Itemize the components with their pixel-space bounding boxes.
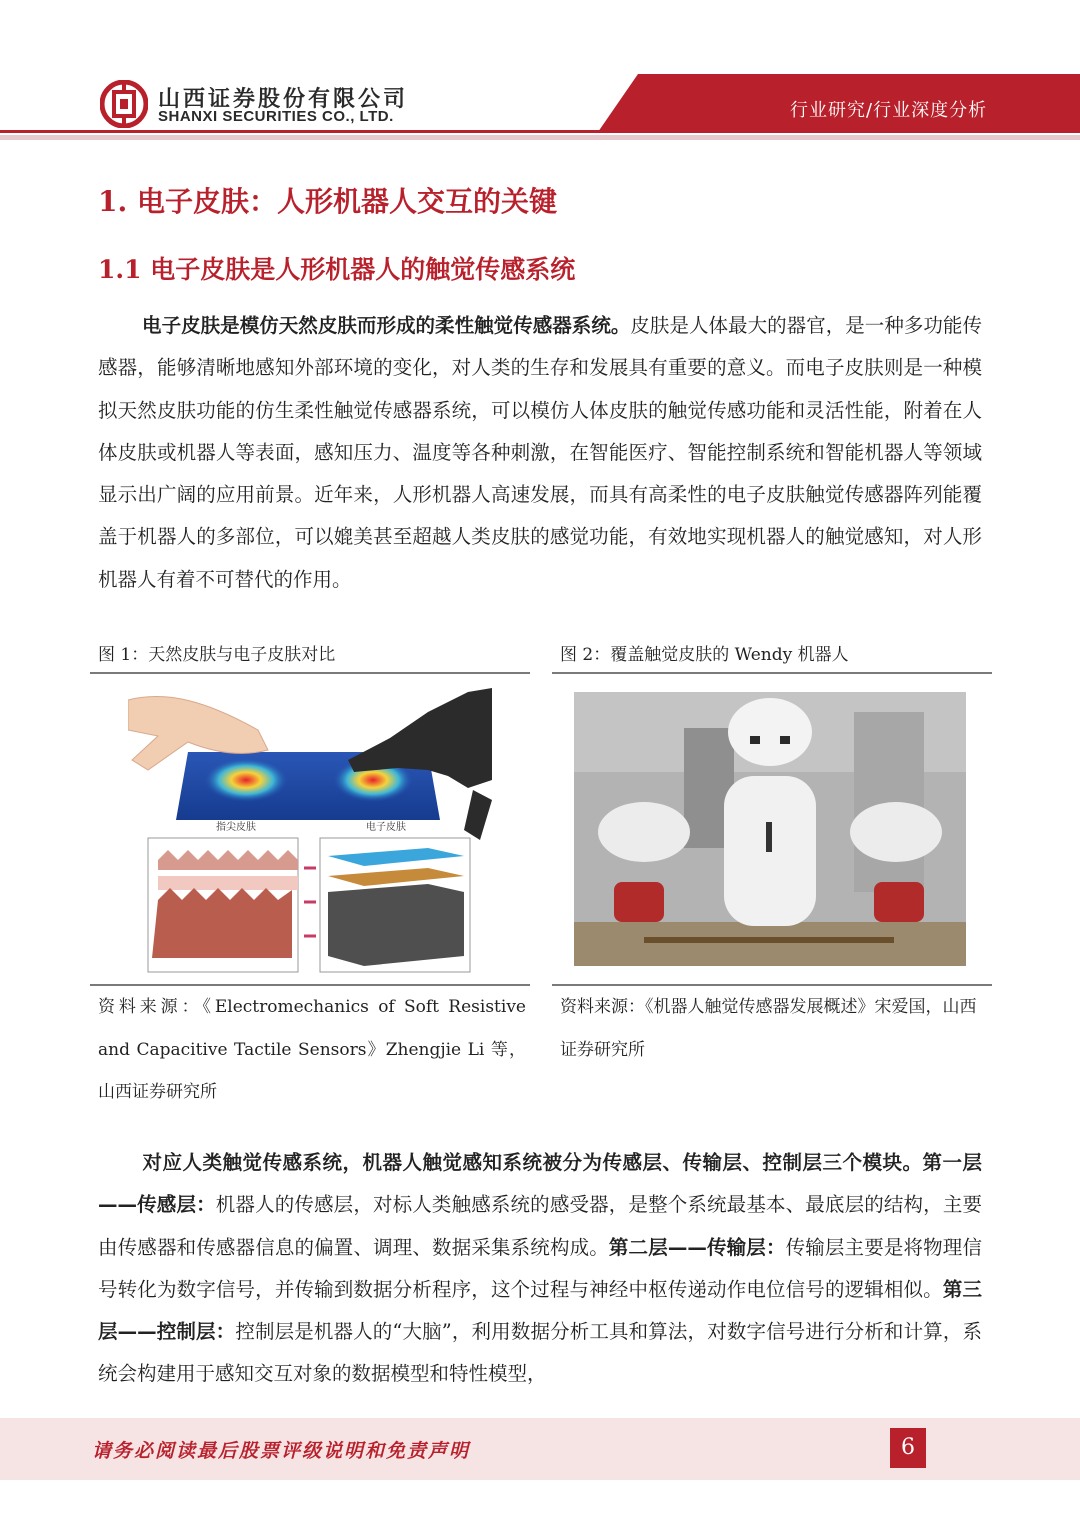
figure-1-title: 图 1：天然皮肤与电子皮肤对比 bbox=[98, 645, 336, 665]
page-number: 6 bbox=[890, 1428, 926, 1468]
system-layers-paragraph bbox=[98, 1142, 982, 1396]
fingertip-skin-label: 指尖皮肤 bbox=[216, 822, 256, 833]
dermis-layer bbox=[152, 888, 292, 958]
figure-1-top-rule bbox=[90, 672, 530, 674]
header-rule bbox=[0, 130, 1080, 133]
layer-1-text: 机器人的传感层，对标人类触感系统的感受器，是整个系统最基本、最底层的结构，主要由传感器和传感器信息的偏置、调理、数据采集系统构成。 bbox=[98, 1193, 982, 1259]
layers-lead-sentence: 对应人类触觉传感系统，机器人触觉感知系统被分为传感层、传输层、控制层三个模块。 bbox=[142, 1151, 923, 1174]
layer-2-text: 传输层主要是将物理信号转化为数字信号，并传输到数据分析程序，这个过程与神经中枢传递动作电位信号的逻辑相似。 bbox=[98, 1235, 982, 1301]
robot-left-arm bbox=[598, 802, 690, 862]
intro-body-text: 皮肤是人体最大的器官，是一种多功能传感器，能够清晰地感知外部环境的变化，对人类的生存和发展具有重要的意义。而电子皮肤则是一种模拟天然皮肤功能的仿生柔性触觉传感器系统，可以模仿人体皮肤的触觉传感功能和灵活性能，附着在人体皮肤或机器人等表面，感知压力、温度等各种刺激，在智能医疗、智能控制系统和智能机器人等领域显示出广阔的应用前景。近年来，人形机器人高速发展，而具有高柔性的电子皮肤触觉传感器阵列能覆盖于机器人的多部位，可以媲美甚至超越人类皮肤的感觉功能，有效地实现机器人的触觉感知，对人形机器人有着不可替代的作用。 bbox=[98, 314, 982, 591]
intro-paragraph bbox=[98, 305, 982, 601]
figure-2-top-rule bbox=[552, 672, 992, 674]
report-category: 行业研究/行业深度分析 bbox=[790, 100, 988, 121]
disclaimer-link[interactable]: 请务必阅读最后股票评级说明和免责声明 bbox=[92, 1440, 471, 1462]
company-name-cn: 山西证券股份有限公司 bbox=[158, 87, 409, 112]
robot-head bbox=[728, 698, 812, 766]
figure-1-source: 资料来源：《Electromechanics of Soft Resistive and Capacitive Tactile Sensors》Zhengjie Li 等，山西证券研究所 bbox=[98, 997, 526, 1102]
robot-right-arm bbox=[850, 802, 942, 862]
section-heading: 1. 电子皮肤：人形机器人交互的关键 bbox=[98, 185, 557, 218]
layer-1-heading: 第一层——传感层： bbox=[98, 1151, 982, 1217]
electronic-skin-label: 电子皮肤 bbox=[366, 822, 406, 833]
company-name-en: SHANXI SECURITIES CO., LTD. bbox=[158, 108, 394, 125]
header-rule-shadow bbox=[0, 135, 1080, 140]
subsection-heading: 1.1 电子皮肤是人形机器人的触觉传感系统 bbox=[98, 255, 576, 284]
intro-lead-sentence: 电子皮肤是模仿天然皮肤而形成的柔性触觉传感器系统。 bbox=[142, 314, 631, 337]
shanxi-securities-logo-icon bbox=[100, 80, 148, 128]
heat-spot-left bbox=[204, 758, 288, 802]
layer-2-heading: 第二层——传输层： bbox=[608, 1235, 786, 1259]
page-bottom-margin bbox=[0, 1480, 1080, 1527]
figure-2-title: 图 2：覆盖触觉皮肤的 Wendy 机器人 bbox=[560, 645, 849, 665]
layer-3-text: 控制层是机器人的“大脑”，利用数据分析工具和算法，对数字信号进行分析和计算，系统会构建用于感知交互对象的数据模型和特性模型， bbox=[98, 1320, 982, 1386]
figure-2-source: 资料来源：《机器人触觉传感器发展概述》宋爱国，山西证券研究所 bbox=[560, 997, 977, 1060]
layer-3-heading: 第三层——控制层： bbox=[98, 1277, 982, 1344]
skin-comparison-figure bbox=[128, 680, 492, 976]
wendy-robot-photo bbox=[574, 692, 966, 966]
